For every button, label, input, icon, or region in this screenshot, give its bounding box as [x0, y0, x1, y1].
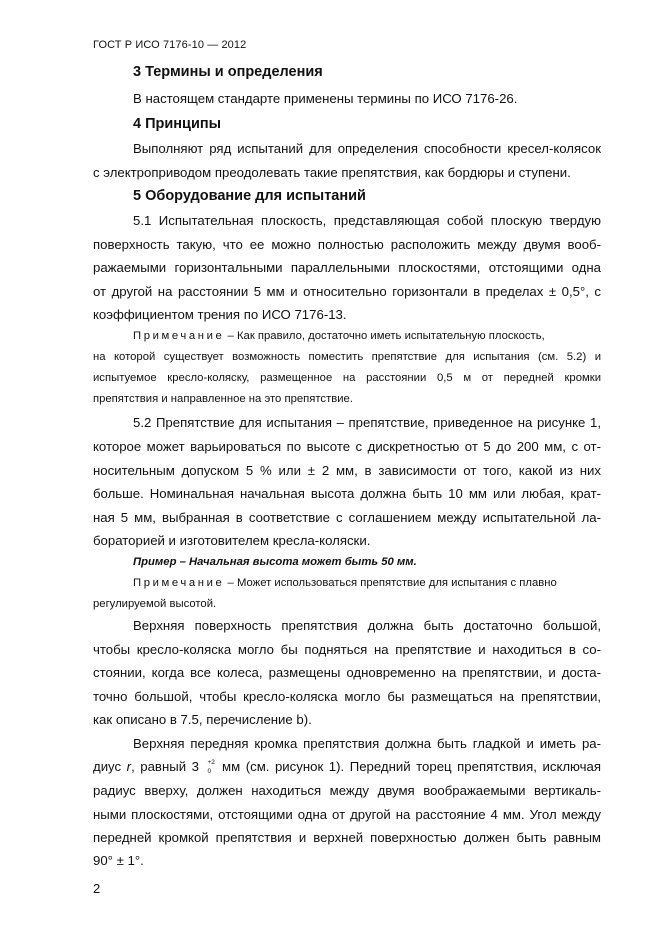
section-4-line: с электроприводом преодолевать такие препятствия, как бордюры и ступени.: [93, 165, 571, 180]
paragraph-obstacle-edge-line: диус r, равный 3 +2 0 мм (см. рисунок 1). Передний торец препятствия, исключая: [93, 758, 602, 775]
note-1-line: испытуемое кресло-коляску, размещенное на расстоянии 0,5 м от передней кромки: [93, 372, 601, 384]
paragraph-5-2-line: носительным допуском 5 % или ± 2 мм, в зависимости от того, какой из них: [93, 463, 601, 478]
paragraph-obstacle-surface-line: чтобы кресло-коляска могло бы подняться на препятствие и находиться в со-: [93, 642, 601, 657]
example-line: Пример – Начальная высота может быть 50 мм.: [133, 556, 417, 568]
paragraph-obstacle-edge-line: Верхняя передняя кромка препятствия должна быть гладкой и иметь ра-: [133, 736, 601, 751]
paragraph-5-1-line: от другой на расстоянии 5 мм и относительно горизонтали в пределах ± 0,5°, с: [93, 284, 601, 299]
page-number: 2: [93, 881, 101, 896]
paragraph-5-2-line: больше. Номинальная начальная высота должна быть 10 мм или любая, крат-: [93, 486, 601, 501]
paragraph-obstacle-surface-line: стоянии, когда все колеса, размещены одновременно на препятствии, и доста-: [93, 665, 601, 680]
paragraph-obstacle-surface-line: точно большой, чтобы кресло-коляска могло бы размещаться на препятствии,: [93, 689, 601, 704]
note-1-line: [133, 330, 601, 342]
paragraph-obstacle-edge-line: ными плоскостями, отстоящими одна от другой на расстояние 4 мм. Угол между: [93, 807, 601, 822]
note-1-line: препятствия и направленное на это препятствие.: [93, 393, 353, 405]
note-text: – Как правило, достаточно иметь испытательную плоскость,: [224, 330, 545, 342]
paragraph-5-1-line: 5.1 Испытательная плоскость, представляющая собой плоскую твердую: [133, 213, 601, 228]
document-header: ГОСТ Р ИСО 7176-10 — 2012: [93, 39, 247, 51]
note-label: Примечание: [133, 330, 225, 342]
paragraph-obstacle-edge-line: 90° ± 1°.: [93, 853, 144, 868]
section-3-heading: 3 Термины и определения: [133, 64, 323, 80]
paragraph-5-1-line: ражаемыми горизонтальными параллельными плоскостями, отстоящими одна: [93, 260, 601, 275]
paragraph-5-2-line: ная 5 мм, выбранная в соответствие с соглашением между испытательной ла-: [93, 510, 601, 525]
section-4-line: Выполняют ряд испытаний для определения способности кресел-колясок: [133, 141, 601, 156]
paragraph-5-2-line: 5.2 Препятствие для испытания – препятствие, приведенное на рисунке 1,: [133, 415, 601, 430]
radius-symbol: r: [126, 759, 132, 774]
paragraph-obstacle-surface-line: Верхняя поверхность препятствия должна быть достаточно большой,: [133, 618, 601, 633]
section-4-heading: 4 Принципы: [133, 116, 222, 132]
note-text: – Может использоваться препятствие для испытания с плавно: [224, 577, 557, 589]
paragraph-5-2-line: которое может варьироваться по высоте с дискретностью от 5 до 200 мм, с от-: [93, 439, 601, 454]
paragraph-5-1-line: поверхность такую, что ее можно полностью расположить между двумя вооб-: [93, 237, 601, 252]
note-label: Примечание: [133, 577, 225, 589]
paragraph-5-2-line: бораторией и изготовителем кресла-коляски.: [93, 533, 371, 548]
section-3-text: В настоящем стандарте применены термины по ИСО 7176-26.: [133, 91, 518, 106]
paragraph-obstacle-edge-line: радиус вверху, должен находиться между двумя воображаемыми вертикаль-: [93, 783, 601, 798]
note-2-line: регулируемой высотой.: [93, 598, 217, 610]
tolerance: +2 0: [207, 758, 215, 775]
paragraph-obstacle-surface-line: как описано в 7.5, перечисление b).: [93, 712, 312, 727]
note-1-line: на которой существует возможность поместить препятствие для испытания (см. 5.2) и: [93, 351, 601, 363]
note-2-line: [133, 577, 601, 589]
paragraph-obstacle-edge-line: передней кромкой препятствия и верхней поверхностью должен быть равным: [93, 830, 601, 845]
paragraph-5-1-line: коэффициентом трения по ИСО 7176-13.: [93, 307, 347, 322]
section-5-heading: 5 Оборудование для испытаний: [133, 188, 366, 204]
